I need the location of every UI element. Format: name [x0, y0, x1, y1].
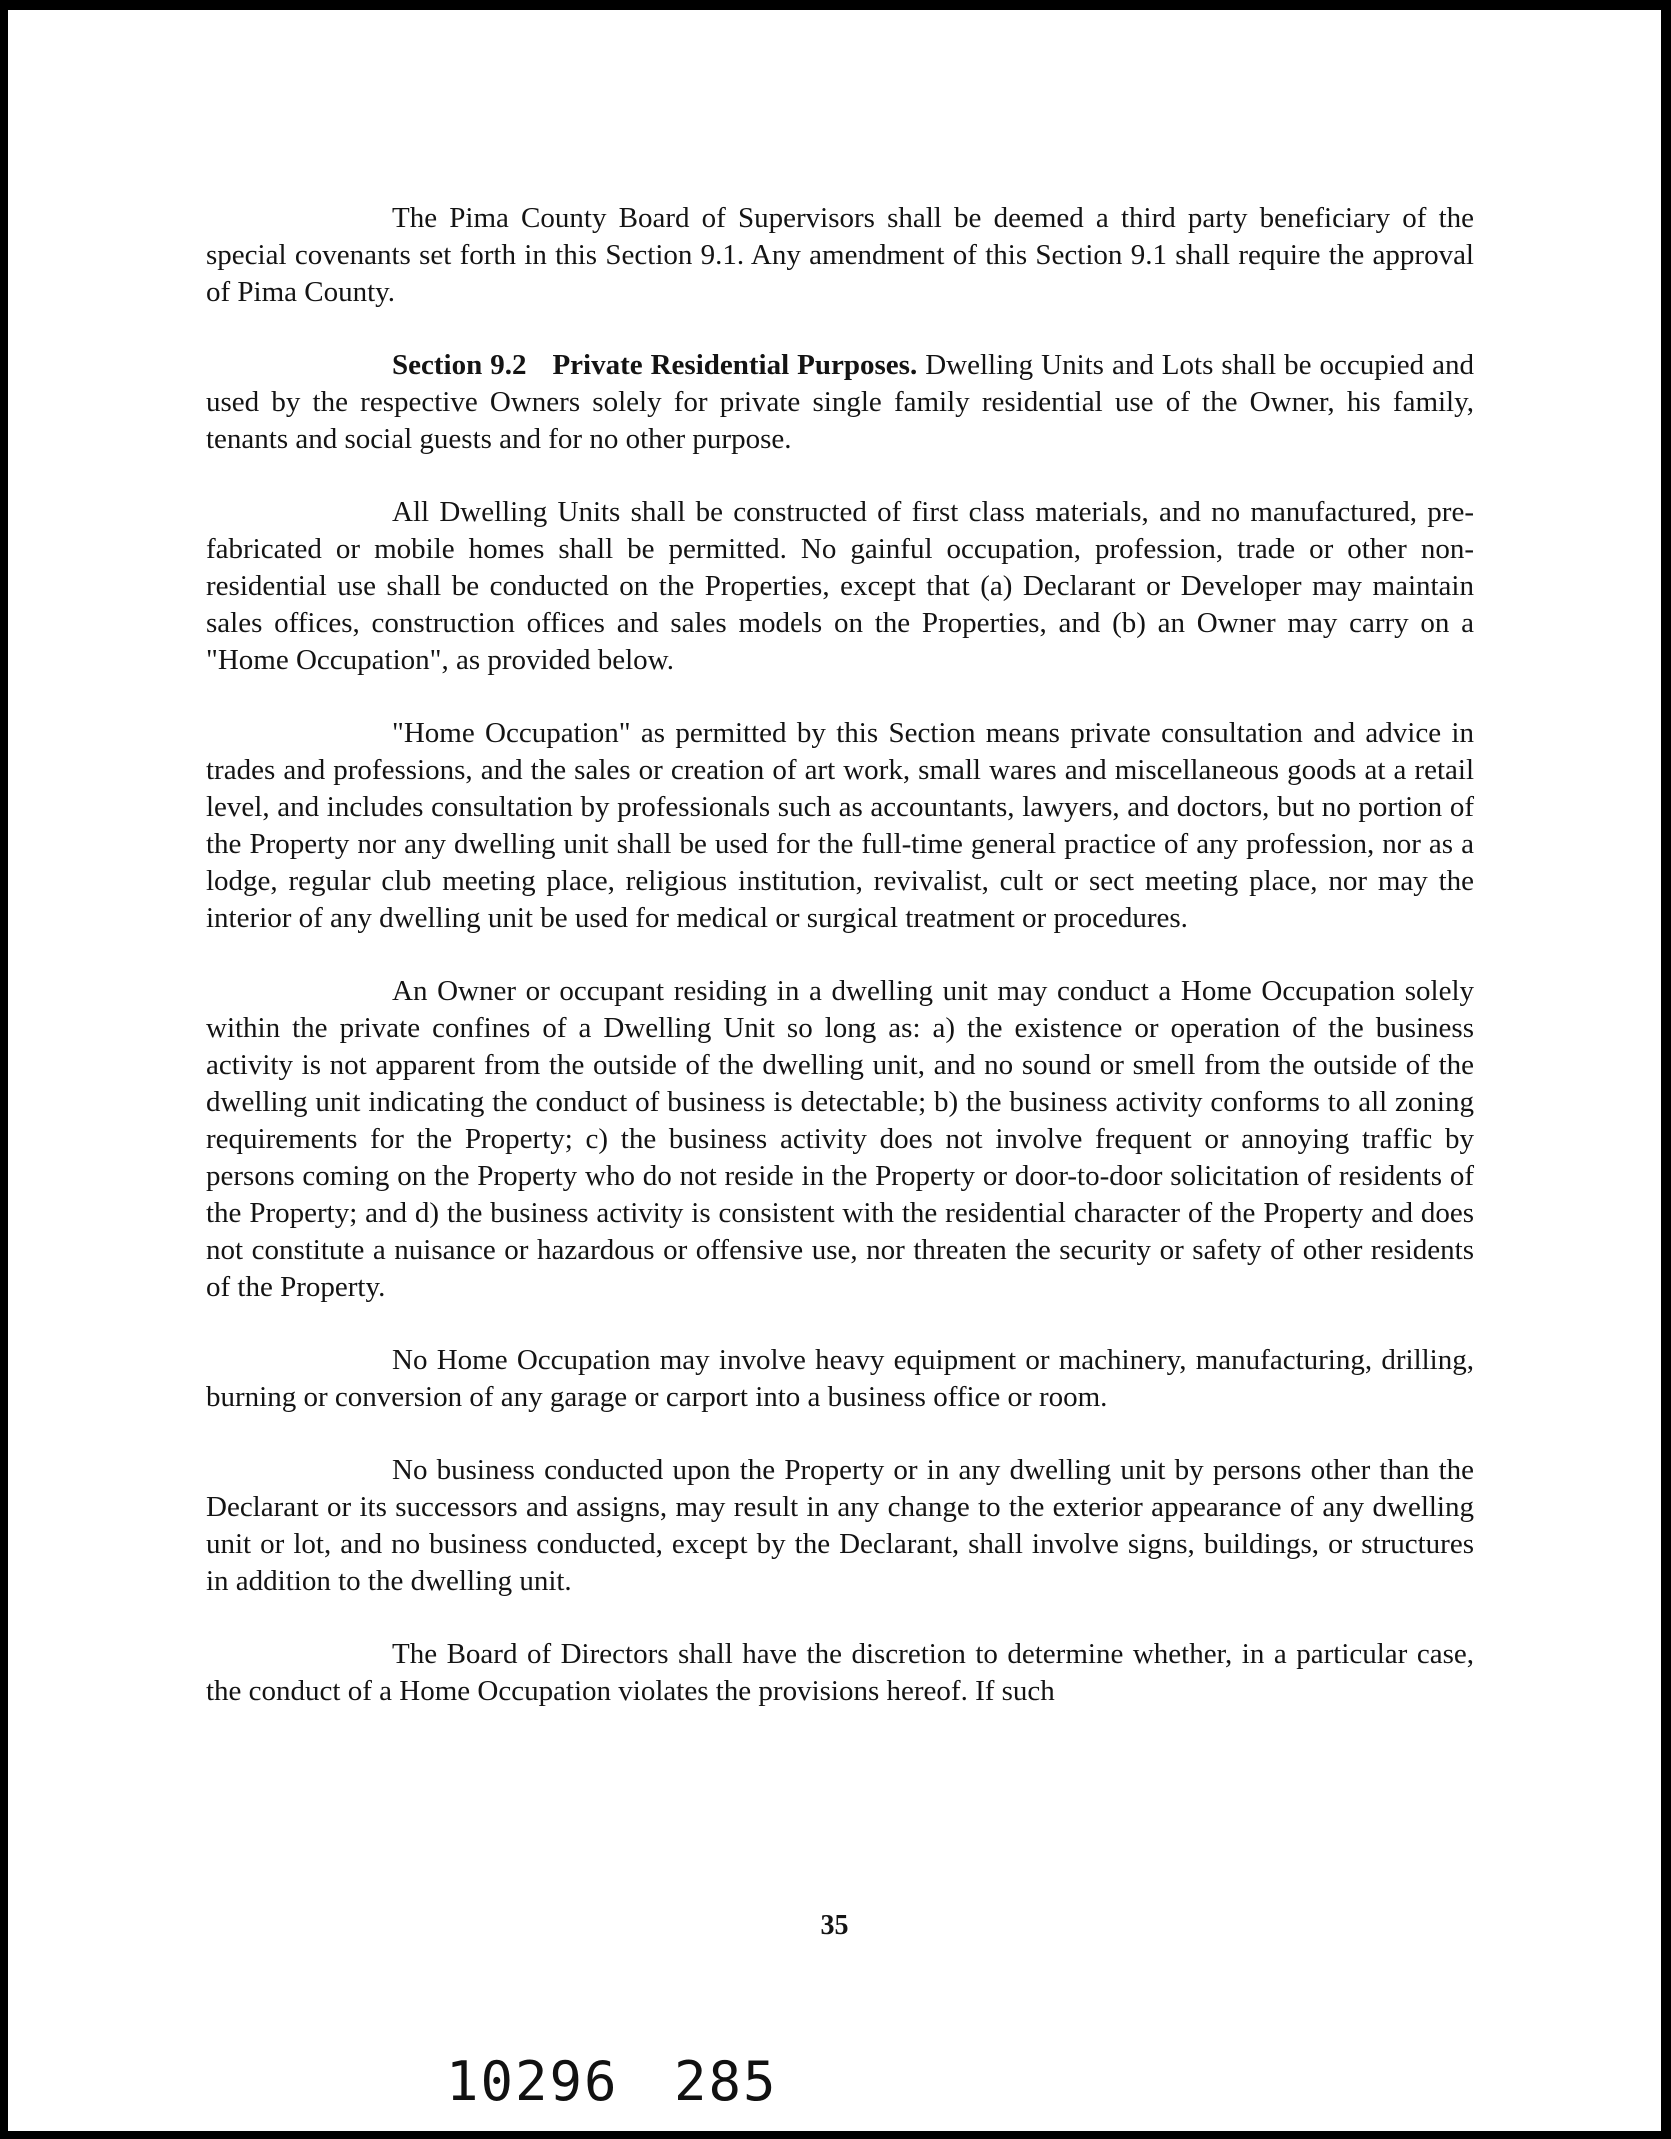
section-body: Dwelling Units and Lots shall be occupied and used by the respective Owners solely for private single family residential use of the Owner, his family, tenants and social guests and for no other purpose.	[206, 349, 1475, 455]
section-heading: Section 9.2	[392, 349, 527, 381]
recording-stamp-page: 285	[674, 2050, 778, 2113]
paragraph-heavy-equipment: No Home Occupation may involve heavy equipment or machinery, manufacturing, drilling, burning or conversion of any garage or carport into a business office or room.	[206, 1344, 1474, 1413]
document-body	[206, 200, 1474, 1746]
paragraph-board-discretion: The Board of Directors shall have the discretion to determine whether, in a particular case, the conduct of a Home Occupation violates the provisions hereof. If such	[206, 1638, 1474, 1707]
section-title: Private Residential Purposes.	[552, 349, 918, 381]
paragraph-pima-county: The Pima County Board of Supervisors shall be deemed a third party beneficiary of the special covenants set forth in this Section 9.1. Any amendment of this Section 9.1 shall require the approval of Pima County.	[206, 202, 1474, 308]
page-number: 35	[820, 1910, 849, 1941]
paragraph-owner-conduct: An Owner or occupant residing in a dwelling unit may conduct a Home Occupation solely within the private confines of a Dwelling Unit so long as: a) the existence or operation of the business activity is not apparent from the outside of the dwelling unit, and no sound or smell from the outside of the dwelling unit indicating the conduct of business is detectable; b) the business activity conforms to all zoning requirements for the Property; c) the business activity does not involve frequent or annoying traffic by persons coming on the Property who do not reside in the Property or door-to-door solicitation of residents of the Property; and d) the business activity is consistent with the residential character of the Property and does not constitute a nuisance or hazardous or offensive use, nor threaten the security or safety of other residents of the Property.	[206, 975, 1474, 1303]
paragraph-dwelling-units: All Dwelling Units shall be constructed of first class materials, and no manufactured, pre-fabricated or mobile homes shall be permitted. No gainful occupation, profession, trade or other non-residential use shall be conducted on the Properties, except that (a) Declarant or Developer may maintain sales offices, construction offices and sales models on the Properties, and (b) an Owner may carry on a "Home Occupation", as provided below.	[206, 496, 1474, 676]
document-page	[8, 10, 1661, 2131]
recording-stamp-docket: 10296	[446, 2050, 619, 2113]
paragraph-business-appearance: No business conducted upon the Property or in any dwelling unit by persons other than the Declarant or its successors and assigns, may result in any change to the exterior appearance of any dwelling unit or lot, and no business conducted, except by the Declarant, shall involve signs, buildings, or structures in addition to the dwelling unit.	[206, 1454, 1474, 1597]
paragraph-home-occupation-definition: "Home Occupation" as permitted by this Section means private consultation and advice in trades and professions, and the sales or creation of art work, small wares and miscellaneous goods at a retail level, and includes consultation by professionals such as accountants, lawyers, and doctors, but no portion of the Property nor any dwelling unit shall be used for the full-time general practice of any profession, nor as a lodge, regular club meeting place, religious institution, revivalist, cult or sect meeting place, nor may the interior of any dwelling unit be used for medical or surgical treatment or procedures.	[206, 717, 1474, 934]
scan-mark	[474, 10, 480, 14]
paragraph-section-9-2	[206, 347, 1474, 458]
